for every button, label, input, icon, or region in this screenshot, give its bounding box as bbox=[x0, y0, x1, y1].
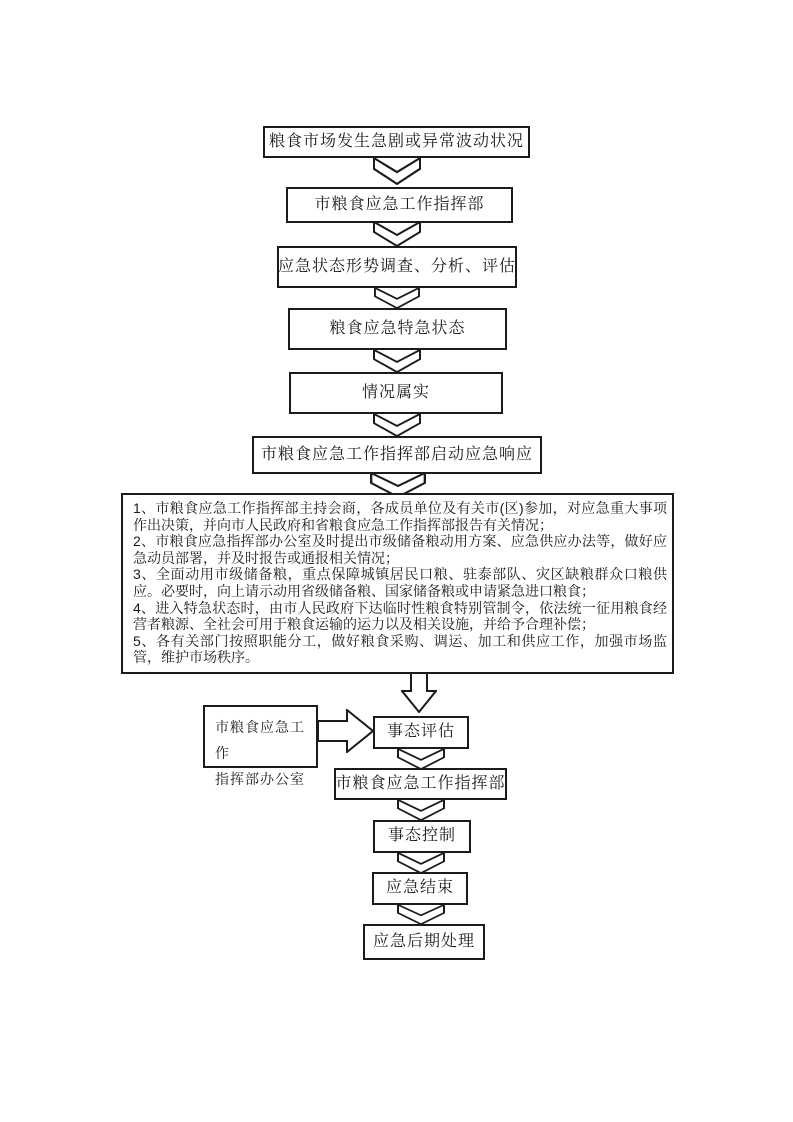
down-chevron-arrow-icon bbox=[373, 349, 421, 373]
flow-node-post-emergency-handling: 应急后期处理 bbox=[363, 924, 485, 960]
flow-node-hq-office bbox=[203, 705, 318, 787]
down-chevron-arrow-icon bbox=[397, 748, 445, 770]
flow-node-emergency-end: 应急结束 bbox=[372, 872, 468, 905]
flow-node-special-emergency-state: 粮食应急特急状态 bbox=[288, 308, 507, 350]
down-chevron-arrow-icon bbox=[397, 904, 445, 925]
flow-node-command-center-2: 市粮食应急工作指挥部 bbox=[334, 768, 507, 800]
response-measures-box bbox=[121, 493, 674, 674]
measure-item-4: 4、进入特急状态时，由市人民政府下达临时性粮食特别管制令，依法统一征用粮食经营者粮源、全社会可用于粮食运输的运力以及相关设施，并给予合理补偿； bbox=[133, 599, 667, 633]
flow-node-situation-survey-analysis: 应急状态形势调查、分析、评估 bbox=[277, 246, 517, 288]
measure-item-2: 2、市粮食应急指挥部办公室及时提出市级储备粮动用方案、应急供应办法等，做好应急动员部署，并及时报告或通报相关情况； bbox=[133, 533, 667, 566]
measure-item-1: 1、市粮食应急工作指挥部主持会商，各成员单位及有关市(区)参加，对应急重大事项作出决策，并向市人民政府和省粮食应急工作指挥部报告有关情况； bbox=[133, 500, 667, 533]
down-chevron-arrow-icon bbox=[373, 221, 421, 247]
measure-item-3: 3、全面动用市级储备粮，重点保障城镇居民口粮、驻泰部队、灾区缺粮群众口粮供应。必要时，向上请示动用省级储备粮、国家储备粮或申请紧急进口粮食； bbox=[133, 566, 667, 599]
down-chevron-arrow-icon bbox=[373, 413, 421, 437]
flow-node-situation-control: 事态控制 bbox=[373, 820, 471, 853]
down-chevron-arrow-icon bbox=[373, 157, 421, 185]
flow-node-situation-evaluation: 事态评估 bbox=[373, 716, 469, 749]
flow-node-market-fluctuation: 粮食市场发生急剧或异常波动状况 bbox=[263, 126, 530, 158]
down-chevron-arrow-icon bbox=[397, 852, 445, 874]
hq-office-line2: 指挥部办公室 bbox=[215, 771, 305, 787]
right-block-arrow-icon bbox=[317, 709, 374, 753]
down-block-arrow-icon bbox=[401, 672, 437, 713]
flow-node-situation-confirmed: 情况属实 bbox=[289, 372, 503, 414]
flow-node-activate-response: 市粮食应急工作指挥部启动应急响应 bbox=[252, 436, 542, 474]
hq-office-line1: 市粮食应急工作 bbox=[215, 719, 305, 761]
down-chevron-arrow-icon bbox=[374, 287, 420, 309]
down-chevron-arrow-icon bbox=[397, 799, 445, 821]
flow-node-command-center: 市粮食应急工作指挥部 bbox=[286, 187, 513, 223]
measure-item-5: 5、各有关部门按照职能分工，做好粮食采购、调运、加工和供应工作，加强市场监管，维护市场秩序。 bbox=[133, 632, 667, 666]
